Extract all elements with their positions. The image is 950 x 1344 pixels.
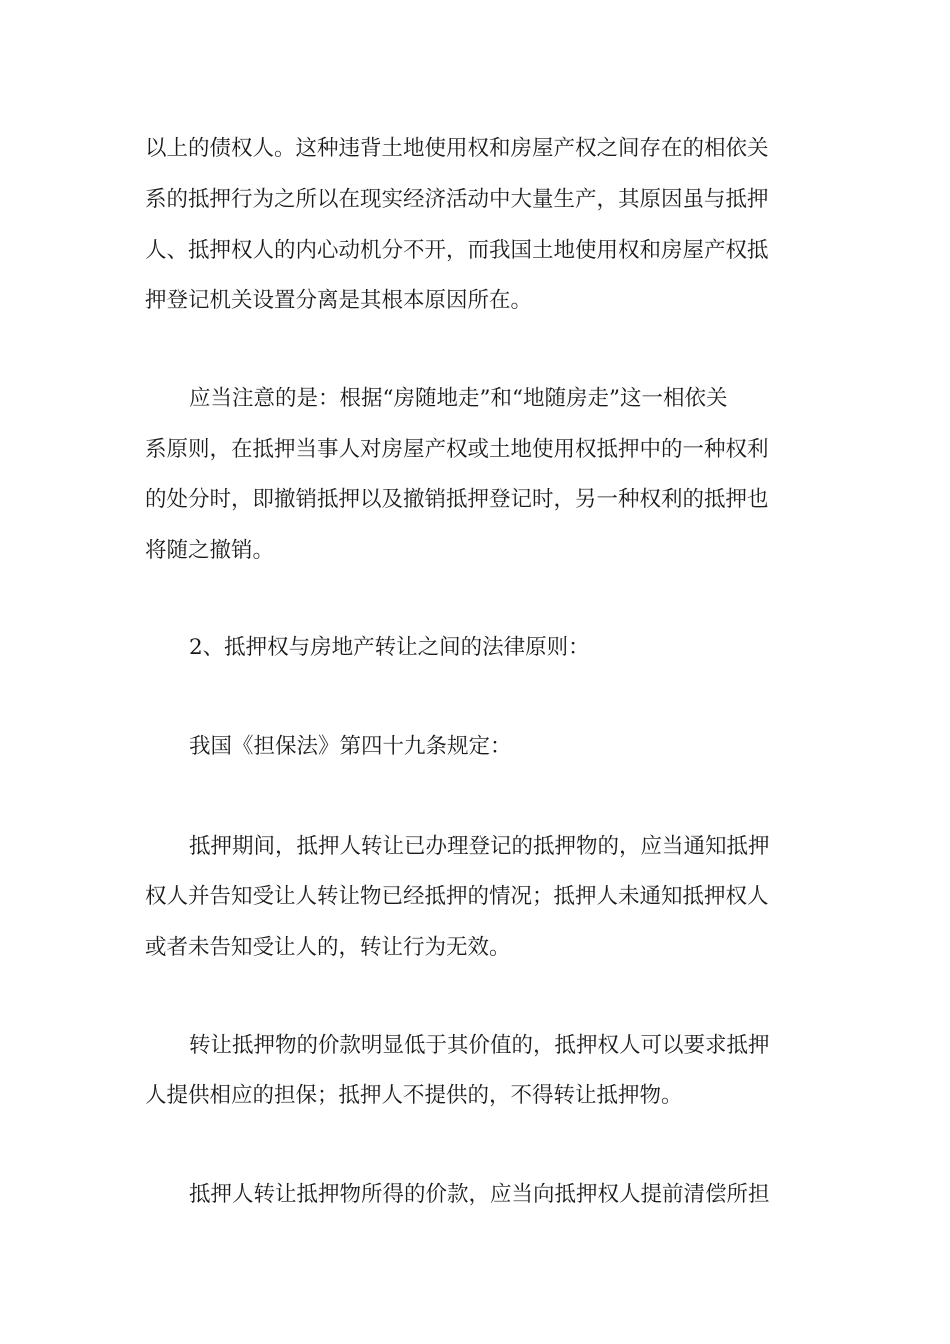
- paragraph-2-line-2: 系原则，在抵押当事人对房屋产权或土地使用权抵押中的一种权利: [145, 437, 769, 462]
- paragraph-5-line-2: 人提供相应的担保；抵押人不提供的，不得转让抵押物。: [145, 1083, 683, 1108]
- paragraph-1-line-4: 押登记机关设置分离是其根本原因所在。: [145, 288, 533, 313]
- paragraph-4-line-1: 抵押期间，抵押人转让已办理登记的抵押物的，应当通知抵押: [189, 834, 770, 859]
- paragraph-2-line-3: 的处分时，即撤销抵押以及撤销抵押登记时，另一种权利的抵押也: [145, 487, 769, 512]
- paragraph-3-line-1: 我国《担保法》第四十九条规定：: [189, 734, 512, 759]
- paragraph-2-line-4: 将随之撤销。: [145, 538, 275, 563]
- paragraph-2-line-1: 应当注意的是：根据“房随地走”和“地随房走”这一相依关: [189, 386, 728, 411]
- paragraph-5-line-1: 转让抵押物的价款明显低于其价值的，抵押权人可以要求抵押: [189, 1033, 770, 1058]
- paragraph-1-line-3: 人、抵押权人的内心动机分不开，而我国土地使用权和房屋产权抵: [145, 238, 769, 263]
- section-heading: 2、抵押权与房地产转让之间的法律原则：: [189, 635, 590, 660]
- paragraph-1-line-1: 以上的债权人。这种违背土地使用权和房屋产权之间存在的相依关: [145, 136, 769, 161]
- paragraph-1-line-2: 系的抵押行为之所以在现实经济活动中大量生产，其原因虽与抵押: [145, 187, 769, 212]
- paragraph-4-line-3: 或者未告知受让人的，转让行为无效。: [145, 935, 511, 960]
- paragraph-4-line-2: 权人并告知受让人转让物已经抵押的情况；抵押人未通知抵押权人: [145, 884, 769, 909]
- paragraph-6-line-1: 抵押人转让抵押物所得的价款，应当向抵押权人提前清偿所担: [189, 1182, 770, 1207]
